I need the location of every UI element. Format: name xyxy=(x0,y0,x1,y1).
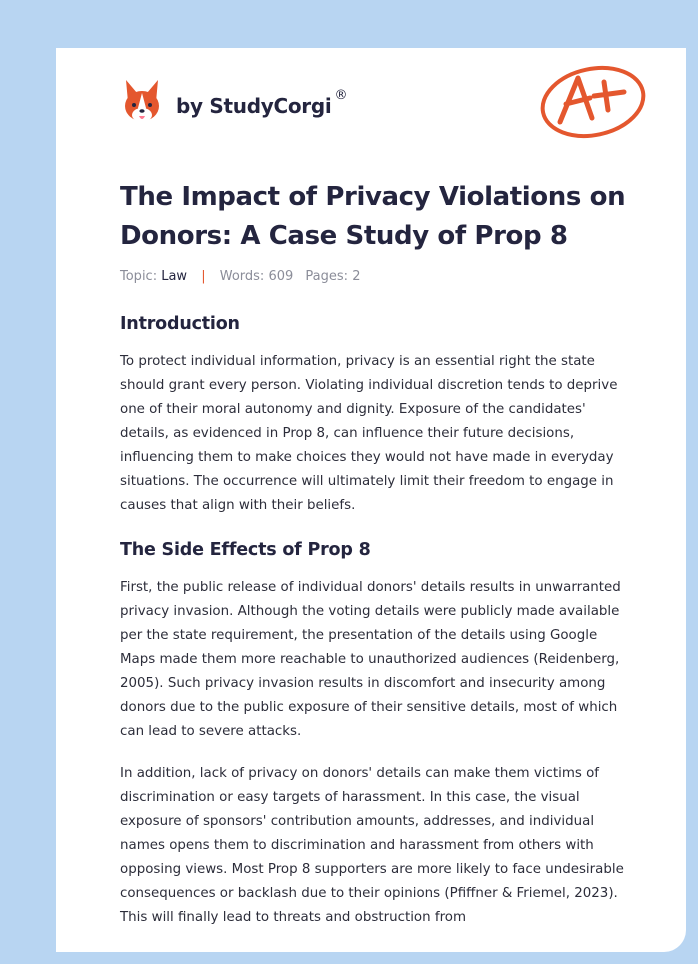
paragraph-side-effects-2: In addition, lack of privacy on donors' details can make them victims of discrimination or easy targets of harassment. In this case, the visual exposure of sponsors' contribution amounts, addresses, and individual names opens them to discrimination and harassment from others with opposing views. Most Prop 8 supporters are more likely to face undesirable consequences or backlash due to their opinions (Pfiffner & Friemel, 2023). This will finally lead to threats and obstruction from xyxy=(120,766,624,925)
paragraph-introduction: To protect individual information, privacy is an essential right the state should grant every person. Violating individual discretion tends to deprive one of their moral autonomy and dignity. Exposure of the candidates' details, as evidenced in Prop 8, can influence their future decisions, influencing them to make choices they would not have made in everyday situations. The occurrence will ultimately limit their freedom to engage in causes that align with their beliefs. xyxy=(120,354,618,513)
brand-name: by StudyCorgi ® xyxy=(176,88,348,118)
studycorgi-logo[interactable] xyxy=(122,76,347,126)
pages-value: 2 xyxy=(352,269,361,284)
words-label: Words: xyxy=(219,269,265,284)
section-heading-side-effects: The Side Effects of Prop 8 xyxy=(120,540,371,560)
document-title: The Impact of Privacy Violations on Donors: A Case Study of Prop 8 xyxy=(120,182,626,251)
corgi-icon xyxy=(122,78,162,124)
section-heading-introduction: Introduction xyxy=(120,314,240,334)
topic-value[interactable]: Law xyxy=(161,269,188,284)
document-body xyxy=(120,310,632,930)
document-meta xyxy=(120,269,360,284)
a-plus-grade-icon xyxy=(538,60,648,140)
words-value: 609 xyxy=(268,269,294,284)
registered-mark: ® xyxy=(334,88,348,103)
topic-label: Topic: xyxy=(120,269,158,284)
pages-label: Pages: xyxy=(305,269,349,284)
document-page xyxy=(56,48,686,952)
paragraph-side-effects-1: First, the public release of individual donors' details results in unwarranted privacy invasion. Although the voting details were publicly made available per the state requirement, the presentation of the details using Google Maps made them more reachable to unauthorized audiences (Reidenberg, 2005). Such privacy invasion results in discomfort and insecurity among donors due to the public exposure of their sensitive details, most of which can lead to severe attacks. xyxy=(120,580,621,739)
meta-separator: | xyxy=(201,269,206,284)
